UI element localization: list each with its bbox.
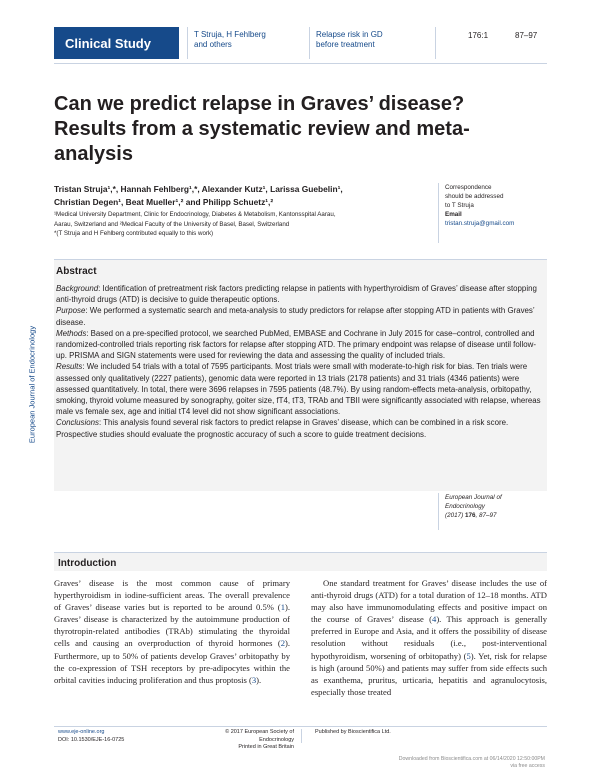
citation-box: European Journal of Endocrinology (2017) 176, 87–97 (438, 493, 547, 530)
header-divider (54, 63, 547, 64)
reference-link-1[interactable]: 1 (280, 602, 285, 613)
reference-link-4[interactable]: 4 (432, 614, 437, 625)
introduction-heading-bar (54, 552, 547, 571)
journal-site-link[interactable]: www.eje-online.org (58, 729, 105, 735)
abstract-background: Background: Identification of pretreatment risk factors predicting relapse in patients with hyperthyroidism of Graves’ disease after stopping anti-thyroid drugs (ATD) is decisive to guide therapeutic options. (56, 284, 537, 305)
footer-divider (54, 726, 547, 727)
footer-publisher: Published by Bioscientifica Ltd. (315, 729, 391, 735)
correspondence-email-link[interactable]: tristan.struja@gmail.com (445, 220, 515, 227)
intro-right-column: One standard treatment for Graves’ disease includes the use of anti-thyroid drugs (ATD) for a total duration of 12–18 months. ATD may also have immunomodulating effects and positive impact on the course of Graves’ disease (4). This approach is generally preferred in Europe and Asia, and it offers the possibility of disease resolution without residuals (i.e., post-interventional hypothyroidism, worsening of orbitopathy) (5). Yet, risk for relapse is high (around 50%) and patients may suffer from side effects such as exanthema, pruritus, urticaria, hepatitis and agranulocytosis, especially those treated (311, 578, 547, 697)
abstract-conclusions: Conclusions: This analysis found several risk factors to predict relapse in Graves’ disease, which can be combined in a risk score. Prospective studies should evaluate the prognostic accuracy of such a score to guide treatment decisions. (56, 418, 509, 439)
running-authors: T Struja, H Fehlberg and others (187, 27, 303, 59)
author-list: Tristan Struja¹,*, Hannah Fehlberg¹,*, Alexander Kutz¹, Larissa Guebelin¹, Christian Degen¹, Beat Mueller¹,² and Philipp Schuetz¹,² (54, 184, 343, 207)
abstract-section (54, 259, 547, 491)
article-title: Can we predict relapse in Graves’ disease? Results from a systematic review and meta-analysis (54, 93, 470, 165)
doi: DOI: 10.1530/EJE-16-0725 (58, 736, 125, 743)
footer-left (58, 729, 124, 744)
abstract-body (56, 283, 546, 440)
download-stamp: Downloaded from Bioscientifica.com at 06/14/2020 12:50:00PM via free access (398, 756, 545, 769)
abstract-purpose: Purpose: We performed a systematic search and meta-analysis to study predictors for relapse after stopping ATD in patients with Graves’ disease. (56, 306, 535, 327)
reference-link-5[interactable]: 5 (466, 650, 471, 661)
running-title: Relapse risk in GD before treatment (309, 27, 429, 59)
reference-link-2[interactable]: 2 (280, 638, 285, 649)
intro-left-column: Graves’ disease is the most common cause of primary hyperthyroidism in iodine-sufficient areas. The overall prevalence of Graves’ disease varies but is reported to be around 0.5% (1). Graves’ disease is characterized by the autoimmune production of thyrotropin-related antibodies (TRAb) stimulating the thyroidal cells and causing an overproduction of thyroid hormones (2). Furthermore, up to 50% of patients develop Graves’ orbitopathy by the co-expression of TSH receptors by pre-adipocytes within the orbital cavities inducing proliferation and thus proptosis (3). (54, 578, 290, 685)
abstract-results: Results: We included 54 trials with a total of 7595 participants. Most trials were small with moderate-to-high risk for bias. Ten trials were assessed only qualitatively (2227 patients), genomic data were reported in 13 trials (2178 patients) and 31 trials (4346 patients) were assessed quantitatively. In total, there were 3696 relapses in 7595 patients (48.7%). By using random-effects meta-analysis, orbitopathy, smoking, thyroid volume measured by sonography, goiter size, fT4, tT3, TRAb and TBII were significantly associated with relapse, whereas male vs female sex, age and initial tT4 level did not show significant associations. (56, 362, 541, 417)
section-badge: Clinical Study (54, 27, 179, 59)
side-journal-name: European Journal of Endocrinology (27, 325, 37, 444)
page-range: 87–97 (515, 31, 538, 40)
reference-link-3[interactable]: 3 (251, 674, 257, 685)
correspondence-box: Correspondence should be addressed to T Struja Email tristan.struja@gmail.com (438, 183, 550, 243)
footer-copyright: © 2017 European Society of Endocrinology Printed in Great Britain (225, 729, 294, 750)
introduction-heading: Introduction (58, 558, 117, 569)
affiliations: ¹Medical University Department, Clinic for Endocrinology, Diabetes & Metabolism, Kantonsspital Aarau, Aarau, Switzerland and ²Medical Faculty of the University of Basel, Basel, Switzerland *(T Struja and H Fehlberg contributed equally to this work) (54, 211, 336, 238)
footer-separator (301, 729, 302, 743)
abstract-methods: Methods: Based on a pre-specified protocol, we searched PubMed, EMBASE and Cochrane in July 2015 for case–control, controlled and randomized-controlled trials reporting risk factors for relapse after stopping ATD. The primary endpoint was relapse of disease until follow-up. PRISMA and SIGN statements were used for reviewing the data and assessing the quality of included trials. (56, 328, 536, 361)
volume-issue: 176:1 (468, 31, 489, 40)
abstract-heading: Abstract (56, 266, 97, 277)
